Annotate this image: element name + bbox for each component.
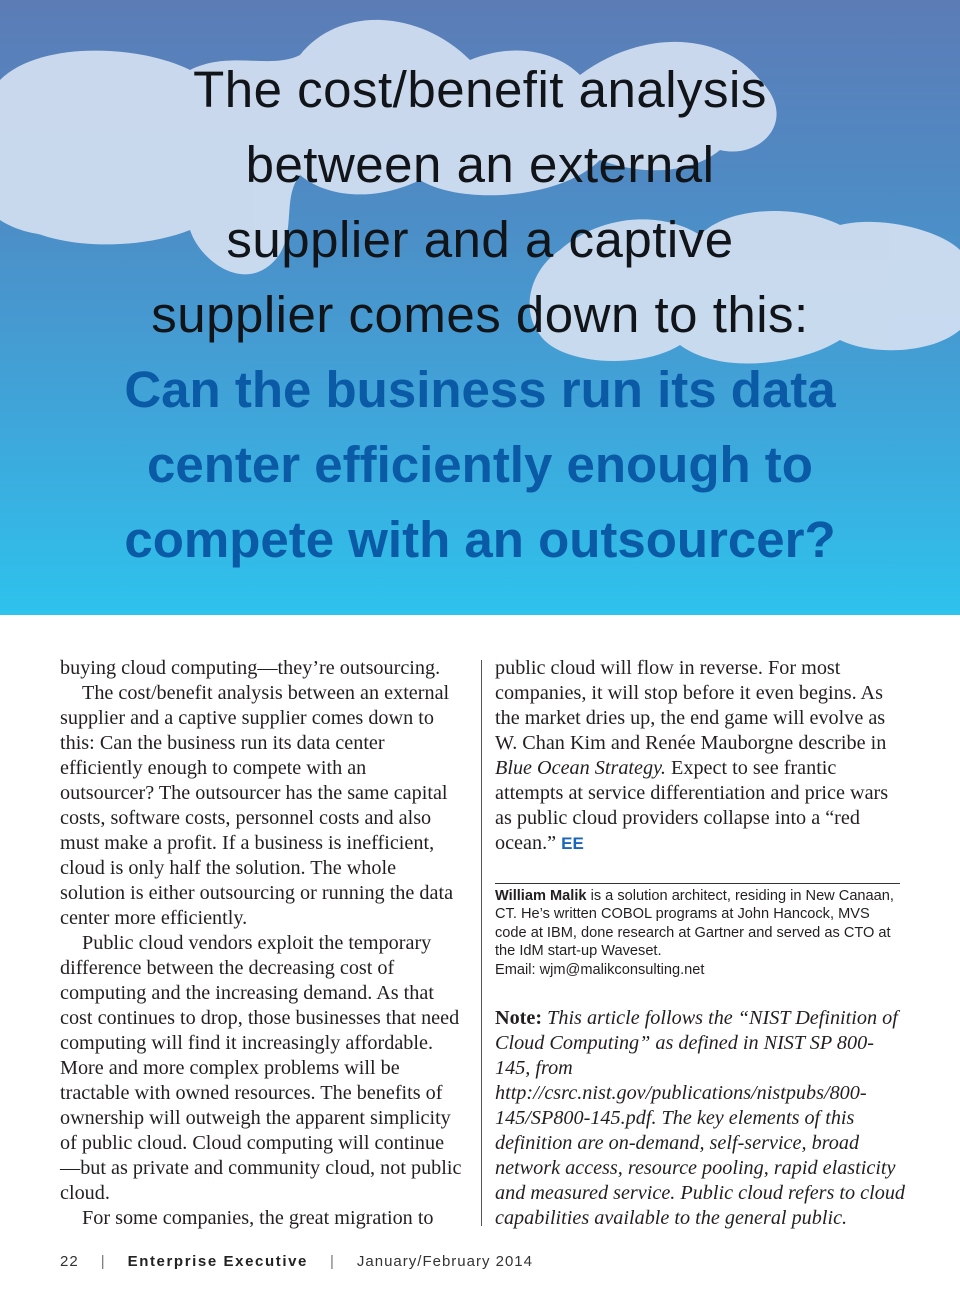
author-name: William Malik [495,888,587,904]
end-mark-logo: EE [561,834,584,853]
publication-name: Enterprise Executive [127,1252,308,1270]
left-column [60,656,464,1231]
body-paragraph: For some companies, the great migration to [82,1207,434,1229]
note-label: Note: [495,1007,543,1029]
pull-quote [0,52,960,577]
book-title: Blue Ocean Strategy. [495,757,666,779]
bio-divider [495,883,900,884]
note-text: This article follows the “NIST Definition of Cloud Computing” as defined in NIST SP 800-145, from http://csrc.nist.gov/publications/nistpubs/800-145/SP800-145.pdf. The key elements of this definition are on-demand, self-service, broad network access, resource pooling, rapid elasticity and measured service. Public cloud refers to cloud capabilities available to the general public. [495,1007,906,1229]
author-email: Email: wjm@malikconsulting.net [495,961,705,978]
page-footer [60,1250,533,1272]
pull-quote-line: between an external [245,136,715,193]
pull-quote-line: supplier and a captive [226,211,734,268]
pull-quote-emphasis-line: compete with an outsourcer? [124,511,836,568]
page-number: 22 [60,1252,79,1270]
body-paragraph: The cost/benefit analysis between an external supplier and a captive supplier comes down to this: Can the business run its data center efficiently enough to compete with an outsourcer? The outsourcer has the same capital costs, software costs, personnel costs and also must make a profit. If a business is inefficient, cloud is only half the solution. The whole solution is either outsourcing or running the data center more efficiently. [60,682,454,929]
footer-separator: | [330,1252,335,1270]
author-bio-text: is a solution architect, residing in New Canaan, CT. He’s written COBOL programs at John Hancock, MVS code at IBM, done research at Gartner and served as CTO at the IdM start-up Waveset. [495,888,894,960]
right-column [495,656,905,856]
pull-quote-line: The cost/benefit analysis [193,61,767,118]
column-divider [481,660,482,1226]
body-text: public cloud will flow in reverse. For most companies, it will stop before it even begins. As the market dries up, the end game will evolve as W. Chan Kim and Renée Mauborgne describe in [495,657,887,754]
issue-date: January/February 2014 [356,1252,533,1270]
hero-banner [0,0,960,615]
pull-quote-line: supplier comes down to this: [151,286,809,343]
pull-quote-emphasis-line: Can the business run its data [124,361,836,418]
author-bio [495,887,905,979]
body-paragraph [495,656,905,856]
article-note [495,1006,905,1231]
pull-quote-emphasis-line: center efficiently enough to [147,436,813,493]
body-paragraph: Public cloud vendors exploit the temporary difference between the decreasing cost of computing and the increasing demand. As that cost continues to drop, those businesses that need computing will find it increasingly affordable. More and more complex problems will be tractable with owned resources. The benefits of ownership will outweigh the apparent simplicity of public cloud. Cloud computing will continue—but as private and community cloud, not public cloud. [60,932,462,1204]
body-text: Expect to see frantic attempts at service differentiation and price wars as public cloud providers collapse into a “red ocean.” [495,757,889,854]
body-paragraph: buying cloud computing—they’re outsourcing. [60,657,441,679]
footer-separator: | [100,1252,106,1270]
